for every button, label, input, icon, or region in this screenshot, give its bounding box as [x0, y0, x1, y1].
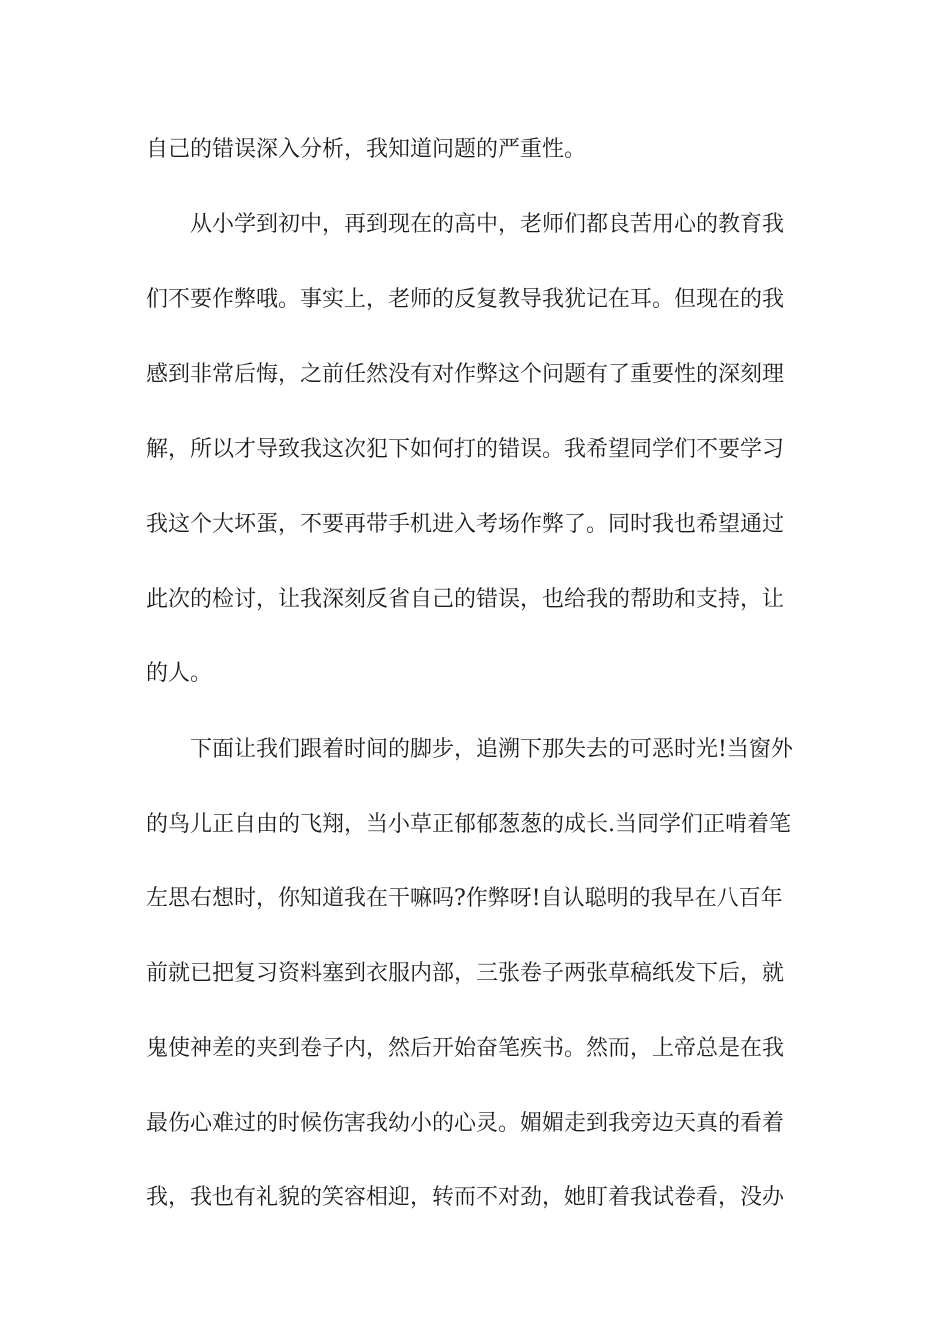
text-line: 前就已把复习资料塞到衣服内部，三张卷子两张草稿纸发下后，就: [146, 961, 785, 986]
paragraph-first-line: 从小学到初中，再到现在的高中，老师们都良苦用心的教育我: [190, 212, 785, 237]
text-line: 左思右想时，你知道我在干嘛吗?作弊呀!自认聪明的我早在八百年: [146, 886, 783, 911]
text-line: 们不要作弊哦。事实上，老师的反复教导我犹记在耳。但现在的我: [146, 287, 785, 312]
text-line: 的鸟儿正自由的飞翔，当小草正郁郁葱葱的成长.当同学们正啃着笔: [146, 812, 791, 837]
text-line: 鬼使神差的夹到卷子内，然后开始奋笔疾书。然而，上帝总是在我: [146, 1036, 785, 1061]
text-line: 的人。: [146, 661, 213, 686]
text-line: 解，所以才导致我这次犯下如何打的错误。我希望同学们不要学习: [146, 437, 785, 462]
text-line: 我这个大坏蛋，不要再带手机进入考场作弊了。同时我也希望通过: [146, 512, 785, 537]
text-line: 此次的检讨，让我深刻反省自己的错误，也给我的帮助和支持，让: [146, 587, 785, 612]
text-line: 最伤心难过的时候伤害我幼小的心灵。媚媚走到我旁边天真的看着: [146, 1111, 785, 1136]
text-line: 感到非常后悔，之前任然没有对作弊这个问题有了重要性的深刻理: [146, 362, 785, 387]
paragraph-first-line: 下面让我们跟着时间的脚步，追溯下那失去的可恶时光!当窗外: [190, 737, 793, 762]
text-line: 自己的错误深入分析，我知道问题的严重性。: [146, 137, 587, 162]
text-line: 我，我也有礼貌的笑容相迎，转而不对劲，她盯着我试卷看，没办: [146, 1185, 785, 1210]
